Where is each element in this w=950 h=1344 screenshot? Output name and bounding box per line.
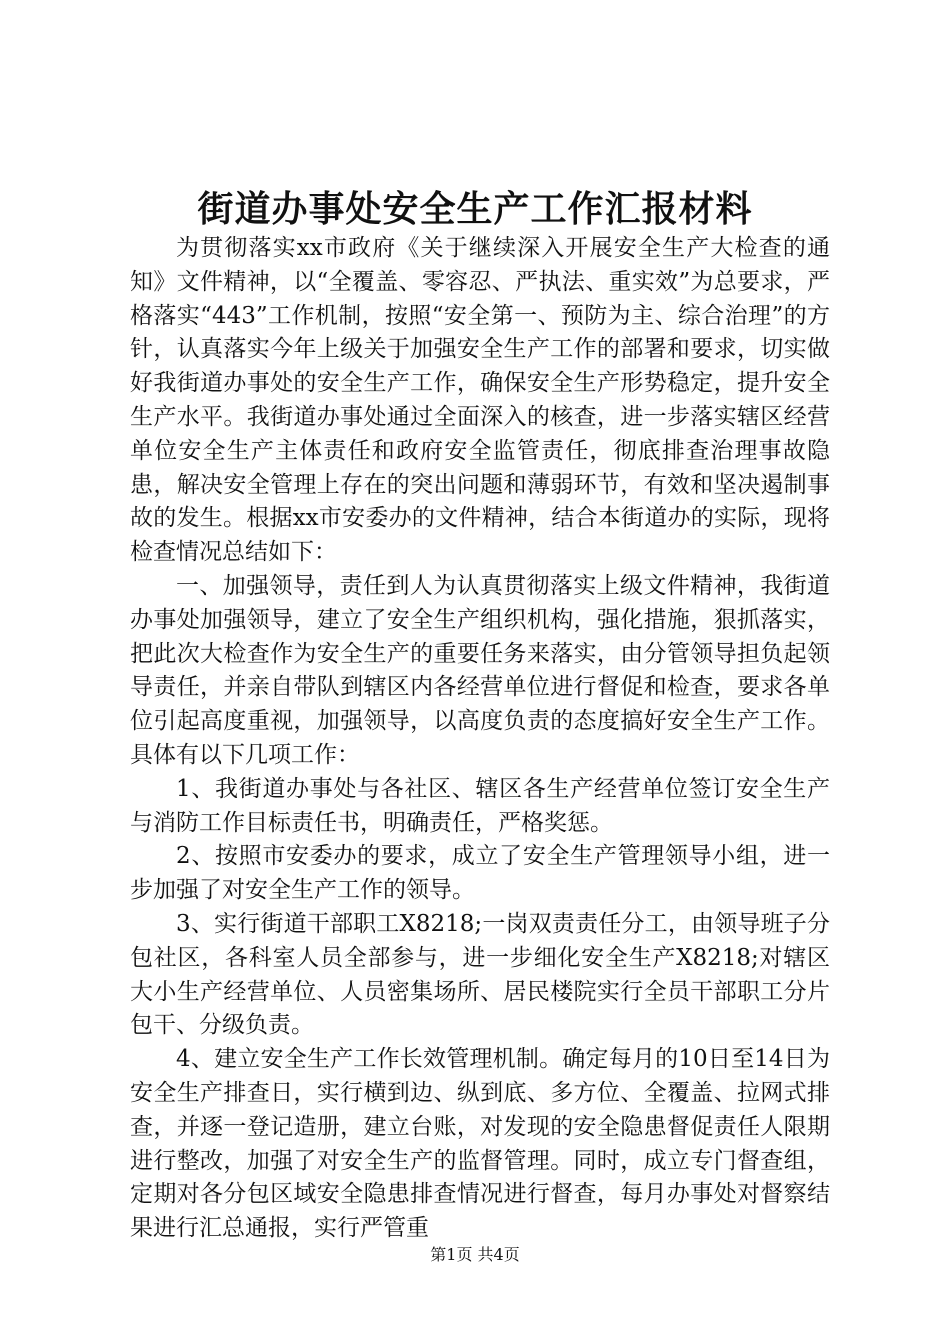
paragraph-item-1: 1、我街道办事处与各社区、辖区各生产经营单位签订安全生产与消防工作目标责任书，明确责任，严格奖惩。 [130, 775, 830, 836]
paragraph-item-2: 2、按照市安委办的要求，成立了安全生产管理领导小组，进一步加强了对安全生产工作的领导。 [130, 843, 830, 904]
paragraph-section-1: 一、加强领导，责任到人为认真贯彻落实上级文件精神，我街道办事处加强领导，建立了安全生产组织机构，强化措施，狠抓落实，把此次大检查作为安全生产的重要任务来落实，由分管领导担负起领导责任，并亲自带队到辖区内各经营单位进行督促和检查，要求各单位引起高度重视，加强领导，以高度负责的态度搞好安全生产工作。具体有以下几项工作： [130, 572, 830, 768]
paragraph-intro: 为贯彻落实xx市政府《关于继续深入开展安全生产大检查的通知》文件精神，以“全覆盖、零容忍、严执法、重实效”为总要求，严格落实“443”工作机制，按照“安全第一、预防为主、综合治理”的方针，认真落实今年上级关于加强安全生产工作的部署和要求，切实做好我街道办事处的安全生产工作，确保安全生产形势稳定，提升安全生产水平。我街道办事处通过全面深入的核查，进一步落实辖区经营单位安全生产主体责任和政府安全监管责任，彻底排查治理事故隐患，解决安全管理上存在的突出问题和薄弱环节，有效和坚决遏制事故的发生。根据xx市安委办的文件精神，结合本街道办的实际，现将检查情况总结如下： [130, 235, 830, 566]
document-title: 街道办事处安全生产工作汇报材料 [197, 188, 753, 230]
paragraph-item-4: 4、建立安全生产工作长效管理机制。确定每月的10日至14日为安全生产排查日，实行横到边、纵到底、多方位、全覆盖、拉网式排查，并逐一登记造册，建立台账，对发现的安全隐患督促责任人限期进行整改，加强了对安全生产的监督管理。同时，成立专门督查组，定期对各分包区域安全隐患排查情况进行督查，每月办事处对督察结果进行汇总通报，实行严管重 [130, 1046, 830, 1242]
page-footer: 第1页 共4页 [430, 1245, 520, 1264]
paragraph-item-3: 3、实行街道干部职工X8218;一岗双责责任分工，由领导班子分包社区，各科室人员全部参与，进一步细化安全生产X8218;对辖区大小生产经营单位、人员密集场所、居民楼院实行全员干部职工分片包干、分级负责。 [130, 910, 830, 1039]
document-body [130, 232, 830, 1246]
